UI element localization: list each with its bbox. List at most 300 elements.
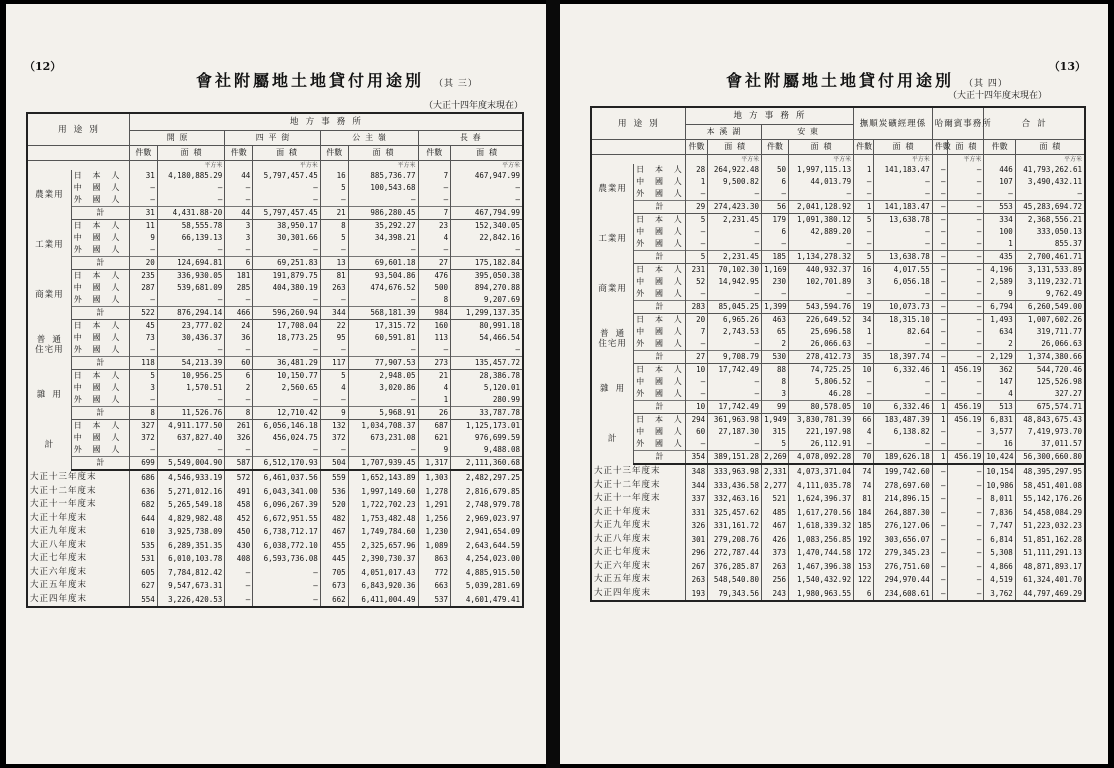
count-cell: — — [932, 426, 948, 438]
area-cell: 74,725.25 — [789, 364, 854, 377]
count-cell: 230 — [762, 276, 789, 288]
year-label: 大正十三年度末 — [594, 466, 661, 476]
area-cell: — — [348, 444, 418, 457]
count-cell: 6 — [225, 370, 253, 383]
right-page — [560, 4, 1108, 764]
table-row — [27, 282, 523, 294]
count-cell: 2 — [984, 338, 1015, 351]
area-cell: — — [948, 238, 984, 251]
table-row — [27, 182, 523, 194]
count-cell: 1 — [932, 364, 948, 377]
category-label: 工業用 — [35, 239, 64, 250]
area-cell: 333,050.13 — [1015, 226, 1085, 238]
area-cell: 2,941,654.09 — [451, 525, 523, 539]
area-cell: 467,794.99 — [451, 207, 523, 220]
count-cell: 315 — [762, 426, 789, 438]
nationality-label: 計 — [71, 457, 129, 471]
count-cell: 372 — [320, 432, 348, 444]
area-cell: 79,343.56 — [708, 587, 762, 602]
nationality-label: 日 本 人 — [634, 164, 686, 176]
count-cell: 1 — [932, 451, 948, 465]
count-cell: — — [685, 338, 707, 351]
blank-cell — [762, 155, 789, 165]
area-cell: 38,950.17 — [253, 220, 321, 233]
count-cell: 463 — [762, 314, 789, 327]
area-cell: 214,896.15 — [874, 492, 932, 506]
count-cell: 467 — [320, 525, 348, 539]
count-cell: 60 — [685, 426, 707, 438]
area-cell: 48,871,893.17 — [1015, 560, 1085, 574]
nationality-label: 計 — [71, 357, 129, 370]
area-header: 面 積 — [157, 146, 225, 161]
count-cell: 3 — [762, 388, 789, 401]
count-cell: 627 — [129, 579, 157, 593]
title-part: （其 三） — [434, 79, 478, 89]
area-cell: 4,111,035.78 — [789, 479, 854, 493]
count-cell: 8 — [129, 407, 157, 420]
count-cell: 1,089 — [418, 539, 451, 553]
count-cell: — — [762, 188, 789, 201]
unit-row — [27, 161, 523, 171]
area-cell: 199,742.60 — [874, 464, 932, 479]
area-cell: 1,374,380.66 — [1015, 351, 1085, 364]
count-cell: 3 — [225, 232, 253, 244]
statistics-table-left — [26, 112, 524, 608]
area-cell: — — [253, 394, 321, 407]
count-cell: — — [932, 164, 948, 176]
count-cell: 686 — [129, 470, 157, 485]
count-header: 件數 — [129, 146, 157, 161]
unit-label: 平方米 — [1015, 155, 1085, 165]
count-cell: 458 — [225, 498, 253, 512]
nationality-label: 計 — [71, 307, 129, 320]
area-cell: — — [948, 376, 984, 388]
count-cell: — — [932, 238, 948, 251]
count-cell: 446 — [984, 164, 1015, 176]
area-cell: — — [874, 188, 932, 201]
area-cell: 2,368,556.21 — [1015, 214, 1085, 227]
page-number: （12） — [24, 60, 62, 73]
year-row — [27, 498, 523, 512]
count-cell: — — [418, 182, 451, 194]
count-cell: — — [932, 176, 948, 188]
area-cell: 2,390,730.37 — [348, 552, 418, 566]
count-cell: — — [854, 238, 874, 251]
table-row — [591, 301, 1085, 314]
count-cell: 81 — [854, 492, 874, 506]
count-header: 件數 — [932, 140, 948, 155]
count-cell: — — [932, 533, 948, 547]
nationality-label: 計 — [71, 207, 129, 220]
unit-label: 平方米 — [789, 155, 854, 165]
area-cell: 264,887.30 — [874, 506, 932, 520]
area-cell: 48,395,297.95 — [1015, 464, 1085, 479]
area-cell: — — [348, 194, 418, 207]
count-cell: 3,762 — [984, 587, 1015, 602]
area-cell: 11,526.76 — [157, 407, 225, 420]
blank-cell — [591, 140, 685, 155]
area-cell: 2,482,297.25 — [451, 470, 523, 485]
count-cell: 13 — [320, 257, 348, 270]
area-cell: 4,254,023.00 — [451, 552, 523, 566]
area-cell: 26,112.91 — [789, 438, 854, 451]
count-cell: — — [932, 226, 948, 238]
area-header: 面 積 — [348, 146, 418, 161]
count-cell: — — [320, 344, 348, 357]
count-cell: 4 — [320, 382, 348, 394]
table-row — [27, 457, 523, 471]
nationality-label: 外 國 人 — [634, 438, 686, 451]
count-cell: 3 — [854, 276, 874, 288]
area-cell: 976,699.59 — [451, 432, 523, 444]
count-cell: — — [932, 464, 948, 479]
count-cell: 153 — [854, 560, 874, 574]
nationality-label: 中 國 人 — [634, 376, 686, 388]
area-cell: 234,608.61 — [874, 587, 932, 602]
count-cell: 5 — [129, 370, 157, 383]
count-cell: 3 — [225, 220, 253, 233]
year-row — [27, 525, 523, 539]
area-cell: 6,010,103.78 — [157, 552, 225, 566]
nationality-label: 計 — [634, 201, 686, 214]
area-cell: — — [253, 182, 321, 194]
count-cell: — — [685, 226, 707, 238]
year-row — [27, 512, 523, 526]
table-row — [591, 238, 1085, 251]
area-cell: — — [948, 301, 984, 314]
table-row — [27, 244, 523, 257]
area-cell: 4,180,885.29 — [157, 170, 225, 182]
blank-cell — [27, 161, 129, 171]
count-cell: 2,331 — [762, 464, 789, 479]
area-cell: 274,423.30 — [708, 201, 762, 214]
count-header: 件數 — [320, 146, 348, 161]
area-cell: 1,624,396.37 — [789, 492, 854, 506]
count-cell: 231 — [685, 264, 707, 277]
nationality-label: 日 本 人 — [634, 264, 686, 277]
area-cell: 191,879.75 — [253, 270, 321, 283]
count-cell: 31 — [129, 207, 157, 220]
area-cell: — — [253, 593, 321, 608]
page-title — [196, 68, 478, 91]
count-cell: 1 — [854, 164, 874, 176]
area-cell: 440,932.37 — [789, 264, 854, 277]
count-cell: 2 — [225, 382, 253, 394]
region-header: 四 平 街 — [225, 131, 320, 146]
count-cell: 9 — [320, 407, 348, 420]
area-cell: 6,289,351.35 — [157, 539, 225, 553]
count-cell: 7,747 — [984, 519, 1015, 533]
count-cell: — — [932, 326, 948, 338]
nationality-label: 計 — [71, 407, 129, 420]
nationality-label: 外 國 人 — [71, 244, 129, 257]
area-cell: 1,540,432.92 — [789, 573, 854, 587]
blank-cell — [591, 155, 685, 165]
table-row — [591, 438, 1085, 451]
area-cell: 4,829,982.48 — [157, 512, 225, 526]
count-cell: 8,011 — [984, 492, 1015, 506]
table-row — [591, 388, 1085, 401]
count-cell: 44 — [225, 207, 253, 220]
count-cell: 504 — [320, 457, 348, 471]
count-cell: — — [320, 444, 348, 457]
count-cell: 682 — [129, 498, 157, 512]
count-cell: 285 — [225, 282, 253, 294]
count-cell: 5,308 — [984, 546, 1015, 560]
count-cell: — — [129, 194, 157, 207]
count-cell: 261 — [225, 420, 253, 433]
region-group-header: 地 方 事 務 所 — [129, 113, 523, 131]
area-cell: — — [948, 351, 984, 364]
nationality-label: 日 本 人 — [71, 170, 129, 182]
area-cell: — — [874, 288, 932, 301]
area-cell: 276,751.60 — [874, 560, 932, 574]
area-cell: 3,830,781.39 — [789, 414, 854, 427]
count-cell: 520 — [320, 498, 348, 512]
count-cell: 16 — [984, 438, 1015, 451]
count-cell: 10 — [854, 364, 874, 377]
area-cell: 5,265,549.18 — [157, 498, 225, 512]
count-cell: 172 — [854, 546, 874, 560]
count-cell: 65 — [762, 326, 789, 338]
category-label: 計 — [44, 439, 55, 450]
table-row — [591, 326, 1085, 338]
count-cell: 1 — [984, 238, 1015, 251]
area-cell: 221,197.98 — [789, 426, 854, 438]
count-cell: — — [685, 438, 707, 451]
count-cell: 9 — [418, 444, 451, 457]
nationality-label: 日 本 人 — [71, 220, 129, 233]
count-cell: 113 — [418, 332, 451, 344]
count-cell: 21 — [320, 207, 348, 220]
count-cell: 60 — [225, 357, 253, 370]
area-cell: 9,488.08 — [451, 444, 523, 457]
area-cell: — — [948, 188, 984, 201]
count-cell: — — [932, 546, 948, 560]
count-cell: — — [129, 444, 157, 457]
nationality-label: 日 本 人 — [71, 320, 129, 333]
count-cell: 6,814 — [984, 533, 1015, 547]
region-header: 開 原 — [129, 131, 224, 146]
count-cell: 26 — [418, 407, 451, 420]
count-cell: 536 — [320, 485, 348, 499]
table-row — [27, 207, 523, 220]
area-cell: — — [789, 238, 854, 251]
nationality-label: 外 國 人 — [634, 238, 686, 251]
count-header: 件數 — [984, 140, 1015, 155]
table-row — [591, 414, 1085, 427]
unit-label: 平方米 — [708, 155, 762, 165]
area-cell: 183,487.39 — [874, 414, 932, 427]
area-cell: — — [253, 194, 321, 207]
table-row — [27, 382, 523, 394]
count-cell: — — [129, 182, 157, 194]
count-cell: 521 — [762, 492, 789, 506]
area-cell: 2,816,679.85 — [451, 485, 523, 499]
count-cell: — — [685, 238, 707, 251]
area-cell: 4,911.177.50 — [157, 420, 225, 433]
category-label: 商業用 — [35, 289, 64, 300]
area-cell: 6,043,341.00 — [253, 485, 321, 499]
area-cell: — — [874, 438, 932, 451]
area-cell: — — [253, 344, 321, 357]
area-cell: 152,340.05 — [451, 220, 523, 233]
as-of-date: （大正十四年度末現在） — [948, 91, 1048, 101]
area-cell: 6,038,772.10 — [253, 539, 321, 553]
area-cell: 2,748,979.78 — [451, 498, 523, 512]
count-cell: 572 — [225, 470, 253, 485]
count-cell: 1,230 — [418, 525, 451, 539]
count-cell: 7,836 — [984, 506, 1015, 520]
count-cell: 6 — [762, 176, 789, 188]
table-row — [591, 264, 1085, 277]
area-cell: 6,138.82 — [874, 426, 932, 438]
count-cell: 8 — [320, 220, 348, 233]
nationality-label: 外 國 人 — [634, 288, 686, 301]
area-cell: 85,045.25 — [708, 301, 762, 314]
nationality-label: 計 — [634, 401, 686, 414]
table-row — [591, 401, 1085, 414]
count-cell: 553 — [984, 201, 1015, 214]
count-cell: — — [685, 376, 707, 388]
area-cell: 42,889.20 — [789, 226, 854, 238]
area-cell: 1,753,482.48 — [348, 512, 418, 526]
table-row — [27, 420, 523, 433]
table-row — [591, 314, 1085, 327]
nationality-label: 計 — [634, 451, 686, 465]
area-cell: 389,151.28 — [708, 451, 762, 465]
count-cell: 430 — [225, 539, 253, 553]
count-cell: — — [854, 376, 874, 388]
area-cell: — — [789, 288, 854, 301]
area-cell: 1,470,744.58 — [789, 546, 854, 560]
area-cell: 327.27 — [1015, 388, 1085, 401]
table-row — [27, 432, 523, 444]
count-cell: 476 — [418, 270, 451, 283]
count-cell: 74 — [854, 464, 874, 479]
table-row — [591, 451, 1085, 465]
area-cell: — — [253, 244, 321, 257]
year-label: 大正五年度末 — [594, 574, 652, 584]
area-cell: 6,411,004.49 — [348, 593, 418, 608]
count-cell: — — [225, 344, 253, 357]
count-cell: — — [932, 201, 948, 214]
table-row — [27, 270, 523, 283]
area-cell: — — [157, 444, 225, 457]
area-cell: — — [708, 376, 762, 388]
area-cell: 18,773.25 — [253, 332, 321, 344]
area-cell: 673,231.08 — [348, 432, 418, 444]
area-cell: — — [948, 587, 984, 602]
blank-cell — [932, 155, 948, 165]
area-cell: 69,251.83 — [253, 257, 321, 270]
count-cell: 348 — [685, 464, 707, 479]
table-row — [591, 201, 1085, 214]
count-cell: 10 — [685, 364, 707, 377]
count-header: 件數 — [685, 140, 707, 155]
count-cell: 287 — [129, 282, 157, 294]
nationality-label: 計 — [71, 257, 129, 270]
area-cell: 319,711.77 — [1015, 326, 1085, 338]
count-cell: — — [932, 288, 948, 301]
title-part: （其 四） — [964, 79, 1008, 89]
count-cell: 408 — [225, 552, 253, 566]
nationality-label: 日 本 人 — [634, 414, 686, 427]
area-cell: 6,843,920.36 — [348, 579, 418, 593]
count-cell: 263 — [762, 560, 789, 574]
count-cell: 326 — [225, 432, 253, 444]
count-cell: 621 — [418, 432, 451, 444]
count-cell: — — [225, 394, 253, 407]
area-cell: 474,676.52 — [348, 282, 418, 294]
year-label: 大正十年度末 — [30, 512, 88, 523]
area-cell: 9,762.49 — [1015, 288, 1085, 301]
year-row — [591, 573, 1085, 587]
area-cell: 294,970.44 — [874, 573, 932, 587]
area-cell: 41,793,262.61 — [1015, 164, 1085, 176]
count-cell: 863 — [418, 552, 451, 566]
year-row — [27, 579, 523, 593]
area-cell: 27,187.30 — [708, 426, 762, 438]
count-cell: 5 — [854, 214, 874, 227]
area-cell: 2,560.65 — [253, 382, 321, 394]
count-cell: — — [932, 506, 948, 520]
table-row — [27, 332, 523, 344]
count-cell: 50 — [762, 164, 789, 176]
count-cell: — — [320, 194, 348, 207]
area-cell: 175,182.84 — [451, 257, 523, 270]
count-cell: 445 — [320, 552, 348, 566]
area-cell: — — [948, 464, 984, 479]
count-cell: — — [854, 388, 874, 401]
area-cell: 51,111,291.13 — [1015, 546, 1085, 560]
area-cell: — — [948, 201, 984, 214]
count-cell: 2,269 — [762, 451, 789, 465]
year-row — [27, 593, 523, 608]
count-cell: 605 — [129, 566, 157, 580]
count-cell: 35 — [854, 351, 874, 364]
area-cell: 6,965.26 — [708, 314, 762, 327]
count-cell: — — [225, 294, 253, 307]
count-cell: — — [129, 244, 157, 257]
count-cell: — — [932, 314, 948, 327]
area-cell: 14,942.95 — [708, 276, 762, 288]
area-cell: 5,039,281.69 — [451, 579, 523, 593]
count-cell: 44 — [225, 170, 253, 182]
count-cell: — — [854, 226, 874, 238]
unit-label: 平方米 — [157, 161, 225, 171]
area-cell: 7,784,812.42 — [157, 566, 225, 580]
count-cell: — — [320, 244, 348, 257]
area-cell: 6,332.46 — [874, 401, 932, 414]
year-label: 大正八年度末 — [594, 533, 652, 544]
area-cell: 23,777.02 — [157, 320, 225, 333]
count-cell: — — [225, 244, 253, 257]
year-label: 大正七年度末 — [594, 547, 652, 557]
area-cell: — — [948, 288, 984, 301]
count-cell: 699 — [129, 457, 157, 471]
area-cell: — — [451, 182, 523, 194]
count-cell: — — [932, 264, 948, 277]
nationality-label: 計 — [634, 251, 686, 264]
count-cell: 554 — [129, 593, 157, 608]
area-cell: 18,397.74 — [874, 351, 932, 364]
count-cell: 634 — [984, 326, 1015, 338]
area-cell: 4,073,371.04 — [789, 464, 854, 479]
count-cell: 331 — [685, 506, 707, 520]
area-cell: 467,947.99 — [451, 170, 523, 182]
area-cell: 3,119,232.71 — [1015, 276, 1085, 288]
